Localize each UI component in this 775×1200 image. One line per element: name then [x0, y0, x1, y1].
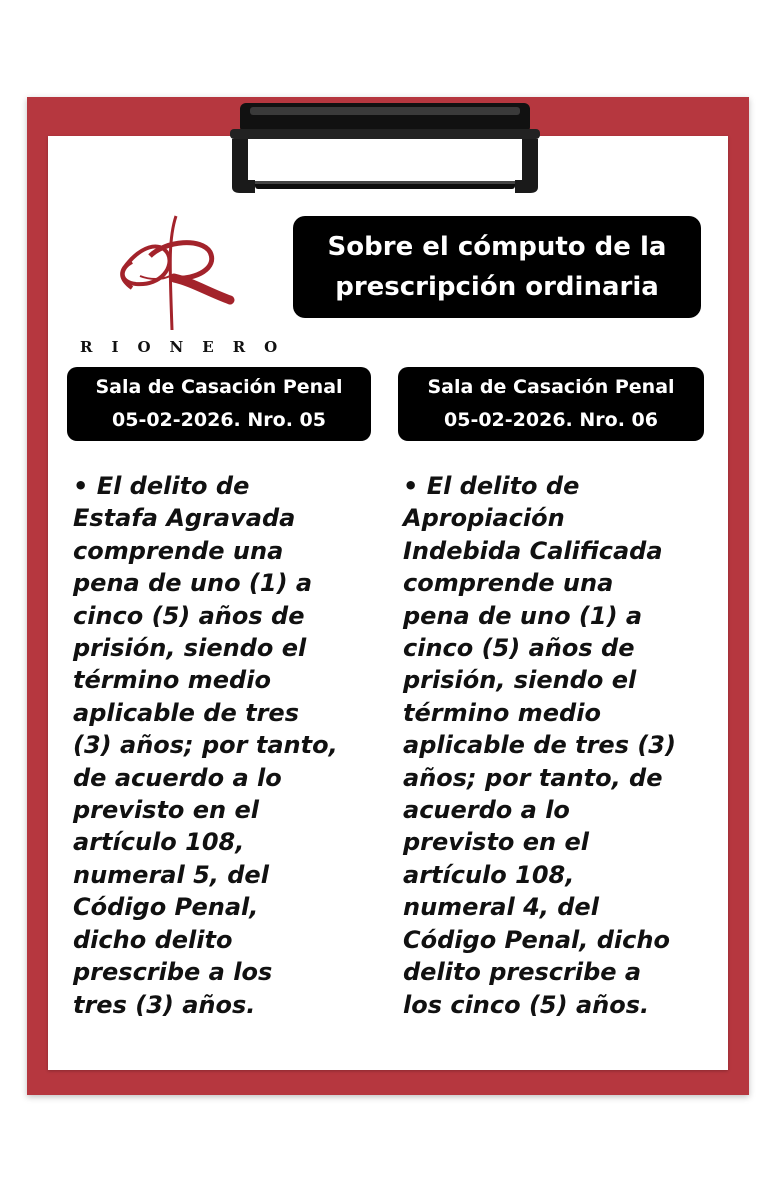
text-line: prisión, siendo el [403, 666, 637, 695]
text-line: Código Penal, dicho [403, 925, 670, 954]
text-line: término medio [73, 666, 271, 695]
court-label: Sala de Casación Penal [95, 376, 343, 398]
ruling-reference: 05-02-2026. Nro. 05 [112, 409, 326, 431]
text-line: cinco (5) años de [73, 601, 305, 630]
text-line: aplicable de tres [73, 698, 299, 727]
clipboard-clip-icon [220, 95, 550, 205]
ruling-text-05 [73, 470, 373, 1021]
text-line: pena de uno (1) a [73, 569, 313, 598]
text-line: numeral 4, del [403, 893, 599, 922]
text-line: (3) años; por tanto, [73, 731, 338, 760]
text-line: previsto en el [73, 796, 259, 825]
text-line: • El delito de [73, 472, 250, 500]
text-line: Indebida Calificada [403, 536, 663, 565]
text-line: delito prescribe a [403, 958, 642, 987]
text-line: Apropiación [403, 504, 565, 533]
ruling-badge-05 [67, 367, 371, 441]
text-line: Estafa Agravada [73, 504, 296, 533]
ruling-badge-06 [398, 367, 704, 441]
text-line: tres (3) años. [73, 990, 256, 1019]
text-line: acuerdo a lo [403, 796, 570, 825]
text-line: prisión, siendo el [73, 634, 307, 663]
logo-wordmark: RIONERO [80, 338, 297, 356]
text-line: comprende una [73, 536, 284, 565]
court-label: Sala de Casación Penal [427, 376, 675, 398]
text-line: años; por tanto, de [403, 763, 663, 792]
text-line: comprende una [403, 569, 614, 598]
text-line: • El delito de [403, 472, 580, 500]
text-line: prescribe a los [73, 958, 273, 987]
ruling-text-06 [403, 470, 721, 1021]
rionero-logo [70, 210, 297, 360]
ruling-reference: 05-02-2026. Nro. 06 [444, 409, 658, 431]
text-line: pena de uno (1) a [403, 601, 643, 630]
text-line: artículo 108, [73, 828, 245, 857]
text-line: dicho delito [73, 925, 233, 954]
text-line: previsto en el [403, 828, 589, 857]
page-title [293, 216, 701, 318]
text-line: artículo 108, [403, 860, 575, 889]
text-line: término medio [403, 698, 601, 727]
title-line: Sobre el cómputo de la [327, 232, 667, 262]
text-line: los cinco (5) años. [403, 990, 650, 1019]
text-line: de acuerdo a lo [73, 763, 282, 792]
text-line: cinco (5) años de [403, 634, 635, 663]
text-line: Código Penal, [73, 893, 259, 922]
title-line: prescripción ordinaria [335, 272, 659, 302]
text-line: numeral 5, del [73, 860, 269, 889]
text-line: aplicable de tres (3) [403, 731, 676, 760]
